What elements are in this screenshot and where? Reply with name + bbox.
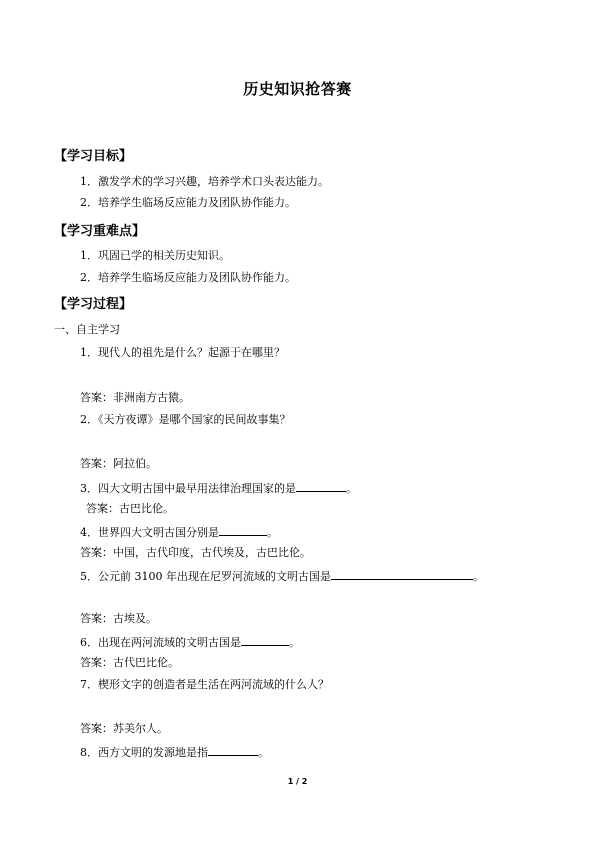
subsection-heading: 一、自主学习 (54, 323, 120, 336)
question-4-text: 4．世界四大文明古国分别是 (80, 526, 219, 539)
answer-5: 答案：古埃及。 (80, 612, 157, 625)
question-4 (80, 524, 278, 540)
question-4-end: 。 (267, 526, 278, 539)
goal-item-1: 1．激发学术的学习兴趣，培养学术口头表达能力。 (80, 175, 329, 188)
question-6-text: 6．出现在两河流域的文明古国是 (80, 636, 241, 649)
question-6 (80, 634, 300, 650)
key-point-item-2: 2．培养学生临场反应能力及团队协作能力。 (80, 271, 296, 284)
answer-blank (296, 480, 346, 492)
question-5-text: 5．公元前 3100 年出现在尼罗河流域的文明古国是 (80, 570, 331, 583)
key-point-item-1: 1．巩固已学的相关历史知识。 (80, 249, 230, 262)
question-8 (80, 744, 269, 760)
question-3-text: 3．四大文明古国中最早用法律治理国家的是 (80, 482, 296, 495)
goal-item-2: 2．培养学生临场反应能力及团队协作能力。 (80, 196, 296, 209)
answer-7: 答案：苏美尔人。 (80, 722, 168, 735)
question-3-end: 。 (346, 482, 357, 495)
question-2: 2．《天方夜谭》是哪个国家的民间故事集？ (80, 413, 291, 426)
question-7: 7．楔形文字的创造者是生活在两河流域的什么人？ (80, 678, 329, 691)
answer-blank (241, 634, 289, 646)
answer-2: 答案：阿拉伯。 (80, 457, 157, 470)
page-number: 1 / 2 (287, 777, 308, 786)
answer-blank (208, 744, 258, 756)
answer-6: 答案：古代巴比伦。 (80, 656, 179, 669)
answer-3: 答案：古巴比伦。 (86, 502, 174, 515)
answer-4: 答案：中国，古代印度，古代埃及，古巴比伦。 (80, 546, 311, 559)
answer-blank (219, 524, 267, 536)
section-heading-process: 【学习过程】 (54, 297, 133, 312)
question-8-text: 8．西方文明的发源地是指 (80, 746, 208, 759)
question-1: 1．现代人的祖先是什么？起源于在哪里？ (80, 346, 285, 359)
answer-blank (331, 568, 473, 580)
section-heading-key-points: 【学习重难点】 (54, 224, 146, 239)
page-title: 历史知识抢答赛 (243, 80, 352, 98)
answer-1: 答案：非洲南方古猿。 (80, 391, 190, 404)
section-heading-goals: 【学习目标】 (54, 149, 133, 164)
question-3 (80, 480, 357, 496)
question-8-end: 。 (258, 746, 269, 759)
question-5 (80, 568, 484, 584)
question-6-end: 。 (289, 636, 300, 649)
question-5-end: 。 (473, 570, 484, 583)
